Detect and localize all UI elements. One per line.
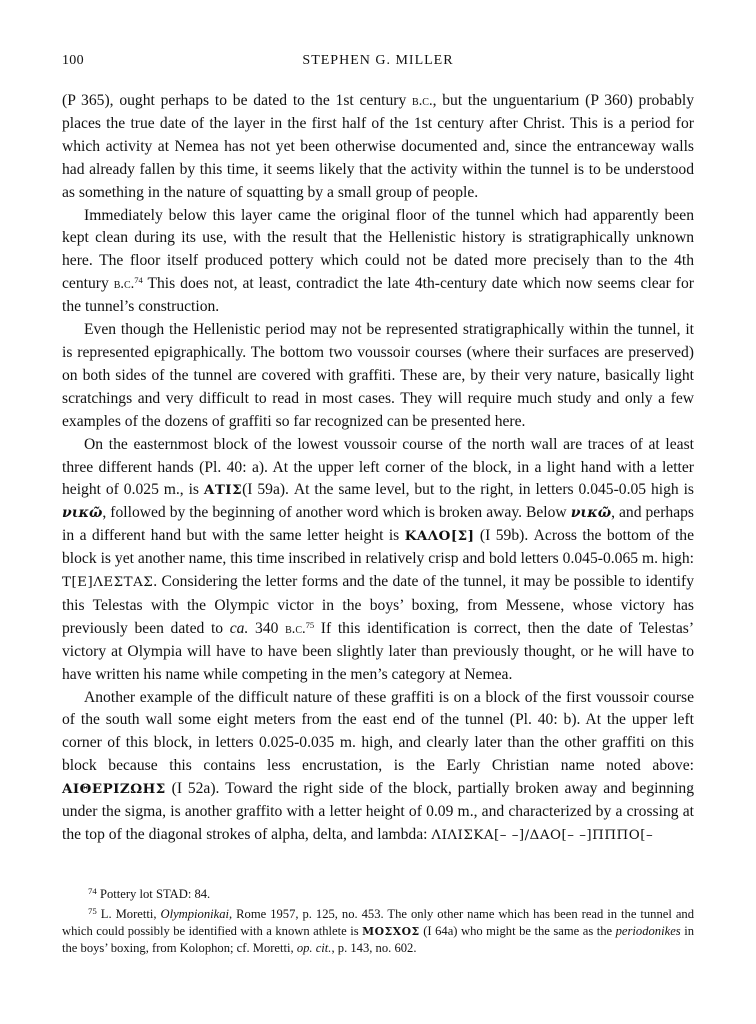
greek-inscription: ΑΙΘΕΡΙΖΩΗΣ [62, 781, 166, 798]
footnote-number: 75 [88, 905, 97, 916]
main-text [62, 90, 694, 848]
footnote-ref-74[interactable]: 74 [134, 275, 143, 286]
greek-word: νικῶ [570, 505, 612, 522]
text-run: On the easternmost block of the lowest voussoir course of the north wall are traces of at least three different hands (Pl. 40: a). At the upper left corner of the block, in a light hand with a letter height of 0.025 m., is [62, 435, 694, 499]
greek-inscription: ΑΤΙΣ [203, 482, 243, 499]
page-number: 100 [62, 53, 84, 68]
circa-abbrev: ca. [229, 619, 249, 637]
text-run: 340 [248, 619, 286, 637]
paragraph-4 [62, 434, 694, 687]
text-run: , followed by the beginning of another word which is broken away. Below [102, 504, 571, 522]
text-run: If this identification is correct, then the date of Telestas’ victory at Olympia will have to have been slightly later than previously thought, or he will have to have written his name while competing in the men’s category at Nemea. [62, 619, 695, 683]
text-run: Even though the Hellenistic period may not be represented stratigraphically within the tunnel, it is represented epigraphically. The bottom two voussoir courses (where their surfaces are preserved) on both sides of the tunnel are covered with graffiti. These are, by their very nature, basically light scratchings and very difficult to read in most cases. They will require much study and only a few examples of the dozens of graffiti so far recognized can be presented here. [62, 321, 694, 430]
footnote-ref-75[interactable]: 75 [305, 619, 315, 630]
era-abbrev: b.c. [412, 93, 433, 109]
footnote-text: , p. 143, no. 602. [331, 941, 417, 956]
greek-word: νικῶ [62, 505, 103, 522]
greek-inscription: ΚΑΛΟ[Σ] [404, 528, 475, 545]
footnotes [62, 883, 694, 957]
page-header [62, 53, 694, 73]
text-run: Another example of the difficult nature of these graffiti is on a block of the first voussoir course of the south wall some eight meters from the east end of the tunnel (Pl. 40: b). At the upper left corner of this block, in letters 0.025-0.035 m. high, and clearly later than the other graffiti on this block because this contains less encrustation, is the Early Christian name noted above: [62, 688, 694, 775]
footnote-74 [62, 883, 694, 903]
footnote-text: , Rome 1957, p. 125, no. 453. The only other name which has been read in the tunnel and which could possibly be identified with a known athlete is [62, 906, 694, 938]
text-run: (I 59a). At the same level, but to the right, in letters 0.045-0.05 high is [242, 481, 695, 499]
paragraph-5 [62, 687, 694, 848]
text-run: (I 52a). Toward the right side of the block, partially broken away and beginning under the sigma, is another graffito with a letter height of 0.09 m., and characterized by a crossing at the top of the diagonal strokes of alpha, delta, and lambda: [62, 780, 694, 843]
footnote-75 [62, 903, 694, 957]
footnote-number: 74 [88, 886, 97, 896]
running-head: STEPHEN G. MILLER [302, 53, 454, 68]
paragraph-3 [62, 319, 694, 434]
cited-title: Olympionikai [160, 906, 230, 921]
footnote-text: L. Moretti, [100, 906, 161, 921]
term: periodonikes [615, 923, 681, 938]
era-abbrev: b.c. [285, 620, 306, 637]
text-run: , and perhaps in a different hand but with the same letter height is [62, 504, 694, 545]
text-run: (P 365), ought perhaps to be dated to the 1st century [62, 92, 413, 109]
footnote-text: Pottery lot STAD: 84. [99, 886, 211, 901]
text-run: (I 59b). Across the bottom of the block is yet another name, this time inscribed in relatively crisp and bold letters 0.045-0.065 m. high: [62, 527, 694, 568]
paragraph-2 [62, 205, 694, 320]
text-run: Immediately below this layer came the original floor of the tunnel which had apparently been kept clean during its use, with the result that the Hellenistic history is stratigraphically unknown here. The floor itself produced pottery which could not be dated more precisely than to the 4th century [62, 206, 694, 293]
footnote-text: in the boys’ boxing, from Kolophon; cf. Moretti, [62, 923, 694, 956]
footnote-text: (I 64a) who might be the same as the [419, 923, 616, 938]
greek-inscription: ΜΟΣΧΟΣ [362, 924, 420, 938]
greek-inscription: Τ[Ε]ΛΕΣΤΑΣ [62, 575, 154, 591]
greek-inscription: ΛΙΛΙΣΚΑ[– –]/ΔΑΟ[– –]ΠΠΠΟ[– [431, 828, 654, 843]
text-run: . Considering the letter forms and the date of the tunnel, it may be possible to identify this Telestas with the Olympic victor in the boys’ boxing, from Messene, whose victory has previously been dated to [62, 573, 694, 637]
text-run: This does not, at least, contradict the late 4th-century date which now seems clear for the tunnel’s construction. [62, 275, 694, 316]
text-run: , but the unguentarium (P 360) probably places the true date of the layer in the first half of the 1st century after Christ. This is a period for which activity at Nemea has not yet been otherwise documented and, since the entranceway walls had already fallen by this time, it seems likely that the activity within the tunnel is to be understood as something in the nature of squatting by a small group of people. [62, 92, 694, 201]
era-abbrev: b.c. [113, 276, 135, 293]
op-cit: op. cit. [296, 941, 332, 956]
paragraph-1 [62, 90, 694, 205]
